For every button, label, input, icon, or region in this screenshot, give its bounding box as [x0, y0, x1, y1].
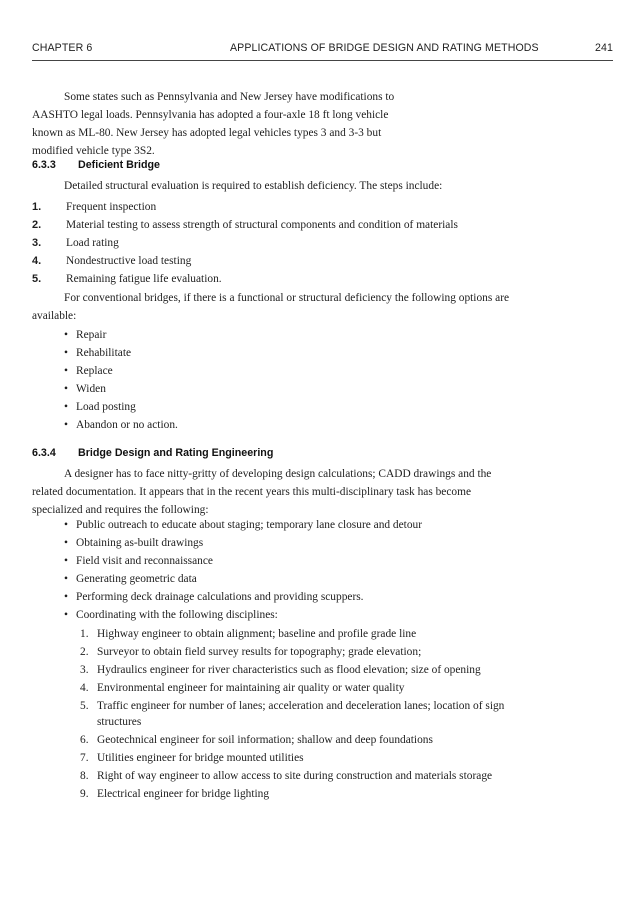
list-item	[80, 680, 510, 696]
item-text: Rehabilitate	[76, 347, 132, 359]
item-text: Obtaining as-built drawings	[76, 537, 204, 549]
list-item	[32, 234, 458, 252]
item-text: Performing deck drainage calculations and providing scuppers.	[76, 591, 364, 603]
item-text: Load rating	[66, 237, 119, 249]
section-title: Deficient Bridge	[78, 159, 160, 171]
item-text: Geotechnical engineer for soil information; shallow and deep foundations	[97, 734, 433, 746]
item-text: Traffic engineer for number of lanes; acceleration and deceleration lanes; location of sign structures	[97, 700, 505, 728]
options-lead-block	[32, 290, 510, 326]
item-text: Abandon or no action.	[76, 419, 178, 431]
item-text: Field visit and reconnaissance	[76, 555, 213, 567]
intro-paragraph: Some states such as Pennsylvania and New Jersey have modifications to AASHTO legal loads. Pennsylvania has adopted a four-axle 18 ft long vehicle known as ML-80. New Jersey has adopted legal vehicles types 3 and 3-3 but modified vehicle type 3S2.	[32, 91, 395, 157]
list-item	[80, 732, 510, 748]
list-item	[64, 380, 178, 398]
item-text: Right of way engineer to allow access to site during construction and materials storage	[97, 770, 493, 782]
deficiency-steps-list	[32, 198, 458, 288]
bullet-icon: •	[64, 347, 68, 359]
item-text: Load posting	[76, 401, 136, 413]
bullet-icon: •	[64, 573, 68, 585]
bullet-icon: •	[64, 419, 68, 431]
list-item	[80, 786, 510, 802]
item-text: Public outreach to educate about staging; temporary lane closure and detour	[76, 519, 423, 531]
item-number: 1.	[80, 628, 89, 640]
section-heading-6-3-4	[32, 447, 273, 459]
item-text: Repair	[76, 329, 107, 341]
item-number: 5.	[80, 700, 89, 712]
intro-paragraph-block	[32, 89, 418, 161]
section-number: 6.3.4	[32, 447, 56, 459]
item-text: Environmental engineer for maintaining air quality or water quality	[97, 682, 405, 694]
bullet-icon: •	[64, 555, 68, 567]
list-item	[80, 662, 497, 678]
section-lead-block	[32, 178, 510, 196]
bullet-icon: •	[64, 383, 68, 395]
item-number: 6.	[80, 734, 89, 746]
chapter-label: CHAPTER 6	[32, 42, 93, 54]
item-text: Remaining fatigue life evaluation.	[66, 273, 222, 285]
item-text: Nondestructive load testing	[66, 255, 192, 267]
item-number: 2.	[32, 219, 42, 231]
options-list	[64, 326, 178, 434]
list-item	[64, 606, 422, 624]
bullet-icon: •	[64, 519, 68, 531]
item-number: 3.	[80, 664, 89, 676]
item-text: Surveyor to obtain field survey results for topography; grade elevation;	[97, 646, 422, 658]
item-number: 5.	[32, 273, 42, 285]
item-text: Electrical engineer for bridge lighting	[97, 788, 270, 800]
item-text: Coordinating with the following disciplines:	[76, 609, 278, 621]
list-item	[80, 626, 510, 642]
list-item	[64, 516, 422, 534]
item-text: Replace	[76, 365, 113, 377]
running-header	[32, 38, 613, 61]
item-number: 9.	[80, 788, 89, 800]
item-number: 2.	[80, 646, 89, 658]
item-number: 8.	[80, 770, 89, 782]
list-item	[64, 326, 178, 344]
list-item	[80, 698, 507, 730]
list-item	[32, 252, 458, 270]
item-number: 4.	[80, 682, 89, 694]
page-number: 241	[595, 42, 613, 54]
section-lead: Detailed structural evaluation is required to establish deficiency. The steps include:	[64, 180, 443, 192]
list-item	[64, 588, 422, 606]
list-item	[64, 570, 422, 588]
section-number: 6.3.3	[32, 159, 56, 171]
list-item	[64, 552, 422, 570]
list-item	[32, 216, 458, 234]
section-lead: A designer has to face nitty-gritty of developing design calculations; CADD drawings and the related documentation. It appears that in the recent years this multi-disciplinary task has become specialized and requires the following:	[32, 468, 492, 516]
item-text: Widen	[76, 383, 106, 395]
item-number: 3.	[32, 237, 42, 249]
bullet-icon: •	[64, 365, 68, 377]
bullet-icon: •	[64, 537, 68, 549]
item-text: Material testing to assess strength of structural components and condition of materials	[66, 219, 458, 231]
list-item	[80, 750, 510, 766]
list-item	[64, 344, 178, 362]
list-item	[64, 362, 178, 380]
item-text: Utilities engineer for bridge mounted utilities	[97, 752, 304, 764]
bullet-icon: •	[64, 591, 68, 603]
item-number: 7.	[80, 752, 89, 764]
running-title: APPLICATIONS OF BRIDGE DESIGN AND RATING METHODS	[230, 42, 539, 54]
list-item	[64, 416, 178, 434]
bullet-icon: •	[64, 609, 68, 621]
item-text: Hydraulics engineer for river characteristics such as flood elevation; size of opening	[97, 664, 481, 676]
list-item	[64, 398, 178, 416]
item-number: 1.	[32, 201, 42, 213]
bullet-icon: •	[64, 401, 68, 413]
section-title: Bridge Design and Rating Engineering	[78, 447, 274, 459]
list-item	[32, 198, 458, 216]
item-text: Highway engineer to obtain alignment; baseline and profile grade line	[97, 628, 417, 640]
item-text: Generating geometric data	[76, 573, 197, 585]
list-item	[32, 270, 458, 288]
item-number: 4.	[32, 255, 42, 267]
list-item	[64, 534, 422, 552]
list-item	[80, 644, 510, 660]
disciplines-list	[80, 626, 510, 804]
item-text: Frequent inspection	[66, 201, 157, 213]
bullet-icon: •	[64, 329, 68, 341]
tasks-list	[64, 516, 422, 624]
section-634-lead-block	[32, 466, 510, 520]
list-item	[80, 768, 497, 784]
section-heading-6-3-3	[32, 159, 160, 171]
options-lead: For conventional bridges, if there is a functional or structural deficiency the following options are available:	[32, 292, 510, 322]
